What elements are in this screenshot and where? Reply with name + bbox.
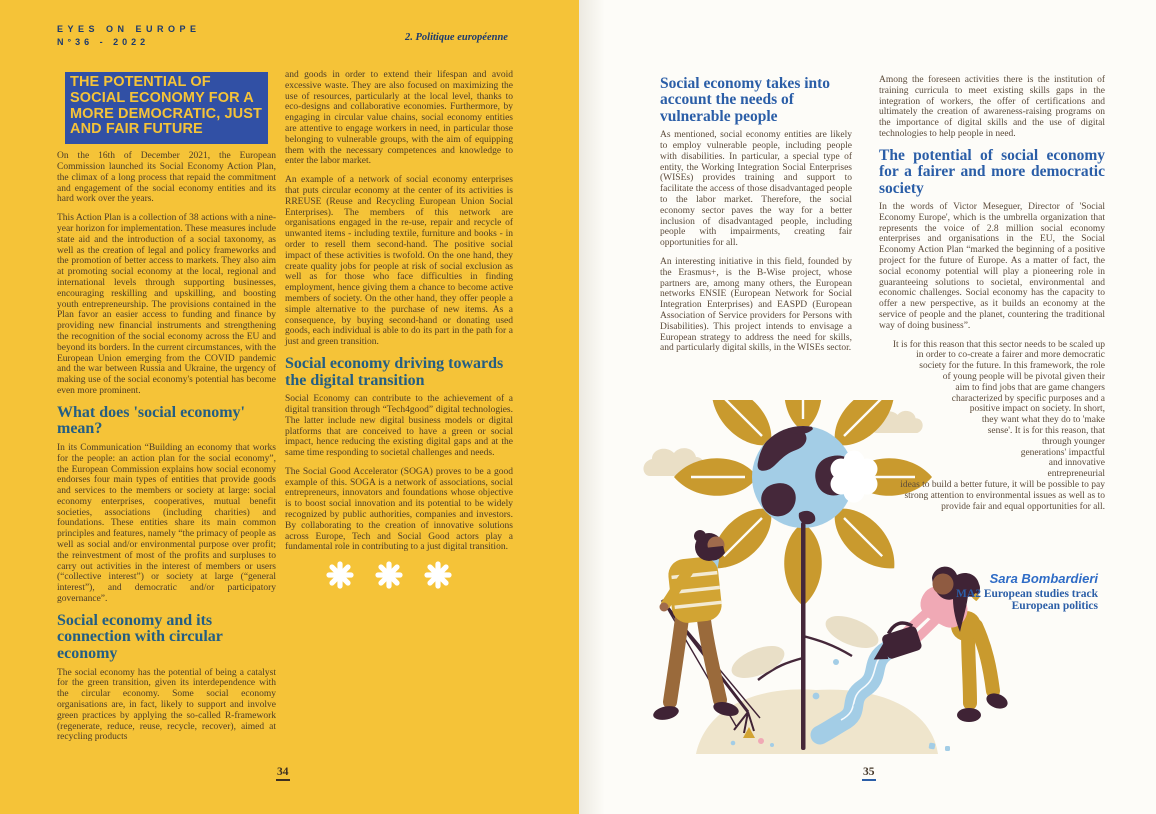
asterisk-divider bbox=[285, 561, 513, 589]
paragraph: The Social Good Accelerator (SOGA) proves to be a good example of this. SOGA is a network of associations, social entrepreneurs, innovators and foundations whose objective is to boost social innovation and its potential to be widely recognized by public authorities, companies and investors. By collaborating to the creation of innovative solutions across Europe, Tech and Social Good actors play a fundamental role in contributing to a just digital transition. bbox=[285, 466, 513, 553]
heading-fairer-society: The potential of social economy for a fairer and more democratic society bbox=[879, 146, 1105, 197]
magazine-title: EYES ON EUROPE bbox=[57, 24, 201, 34]
left-column-1 bbox=[57, 70, 276, 751]
magazine-issue: N°36 - 2022 bbox=[57, 37, 150, 47]
paragraph: This Action Plan is a collection of 38 actions with a nine-year horizon for implementation. These measures include state aid and the introduction of a social taxonomy, as well as the creation of legal and policy frameworks and the promotion of better access to markets. They also aim at promoting social economy at the local, regional and international levels through supporting businesses, encouraging reskilling and upskilling, and boosting youth entrepreneurship. The provisions contained in the Plan favor an easier access to funding and finance by providing new financial instruments and strengthening the recognition of the social economy across the EU and beyond its borders. In the current circumstances, with the European Union emerging from the COVID pandemic and the war between Russia and Ukraine, the urgency of making use of the social economy's potential has become even more prominent. bbox=[57, 213, 276, 396]
asterisk-icon bbox=[326, 561, 354, 589]
left-column-2 bbox=[285, 70, 513, 751]
author-role: MA2 European studies track European politics bbox=[956, 588, 1098, 612]
paragraph: On the 16th of December 2021, the European Commission launched its Social Economy Action Plan, the climax of a long process that repaid the commitment and engagement of the social economy entities and its hard work over the years. bbox=[57, 151, 276, 205]
author-name: Sara Bombardieri bbox=[989, 571, 1098, 586]
paragraph: In the words of Victor Meseguer, Director of 'Social Economy Europe', which is the umbrella organization that represents the voice of 2.8 million social economy enterprises and organisations in the EU, the Social Economy Action Plan “marked the beginning of a positive project for the future of Europe. As a matter of fact, the social economy potential will play a pioneering role in guaranteeing solutions to societal, environmental and economic challenges. Social economy has the capacity to offer a new perspective, as it builds an economy at the service of people and the planet, countering the traditional way of doing business”. bbox=[879, 202, 1105, 331]
article-title: THE POTENTIAL OF SOCIAL ECONOMY FOR A MORE DEMOCRATIC, JUST AND FAIR FUTURE bbox=[65, 72, 268, 144]
heading-digital-transition: Social economy driving towards the digital transition bbox=[285, 354, 504, 389]
paragraph: It is for this reason that this sector needs to be scaled up in order to co-create a fairer and more democratic society for the future. In this framework, the role of young people will be pivotal given their aim to find jobs that are game changers characterized by specific purposes and a positive impact on society. In short, they want what they do to 'make sense'. It is for this reason, that through younger generations' impactful and innovative entrepreneurial ideas to build a better future, it will be possible to pay strong attention to environmental issues as well as to provide fair and equal opportunities for all. bbox=[892, 339, 1105, 512]
paragraph: An example of a network of social economy enterprises that puts circular economy at the center of its activities is RREUSE (Reuse and Recycling European Union Social Enterprises). The members of this network are organisations engaged in the re-use, repair and recycle of unwanted items - including textile, furniture and books - in order to resell them second-hand. The positive social impact of these activities is twofold. On the one hand, they create quality jobs for people at risk of social exclusion as well as for those who face difficulties in finding employment, hence giving them a chance to become active members of society. On the other hand, they offer people a simple alternative to the purchase of new items. As a consequence, by buying second-hand or donating used goods, each individual is able to do its part in the path for a just and green transition. bbox=[285, 175, 513, 348]
wrapped-paragraph bbox=[879, 340, 1105, 513]
paragraph: In its Communication “Building an economy that works for the people: an action plan for the social economy”, the European Commission explains how social economy endorses four main types of entities that provide goods and services to the members or society at large: social economy enterprises, cooperatives, mutual benefit societies, associations (including charities) and foundations. These entities share its main common principles and features, namely “the primacy of people as well as social and/or environmental purpose over profit; the reinvestment of most of the profits and surpluses to carry out activities in the interest of members or users (“collective interest”) or society at large (“general interest”), and democratic and/or participatory governance”. bbox=[57, 442, 276, 605]
author-block bbox=[938, 572, 1098, 613]
asterisk-icon bbox=[375, 561, 403, 589]
page-number-right: 35 bbox=[862, 766, 876, 781]
paragraph: Social Economy can contribute to the achievement of a digital transition through “Tech4good” digital technologies. The latter include new digital business models or digital platforms that are conceived to have a green or social impact, hence reducing the existing digital gaps and at the same time responding to societal challenges and needs. bbox=[285, 394, 513, 459]
asterisk-icon bbox=[424, 561, 452, 589]
paragraph: Among the foreseen activities there is the institution of training curricula to meet existing skills gaps in the integration of workers, the offer of certifications and ultimately the creation of awareness-raising programs on the importance of digital skills and the use of digital technologies to help people in need. bbox=[879, 75, 1105, 139]
paragraph: The social economy has the potential of being a catalyst for the green transition, given its interdependence with the circular economy. Some social economy organisations are, in fact, likely to support and involve green practices by applying the so-called R-framework (regenerate, reduce, reuse, recycle, recover), aimed at recycling products bbox=[57, 667, 276, 743]
paragraph: and goods in order to extend their lifespan and avoid excessive waste. They are also focused on maximizing the use of resources, particularly at the local level, thanks to eco-designs and collaborative economies. Furthermore, by engaging in circular value chains, social economy entities are attentive to engage workers in need, in particular those belonging to vulnerable groups, with the aim of equipping them with the necessary competences and knowledge to enter the labor market. bbox=[285, 70, 513, 167]
heading-social-economy-meaning: What does 'social economy' mean? bbox=[57, 403, 245, 438]
page-number-left: 34 bbox=[276, 766, 290, 781]
right-page-columns bbox=[660, 75, 1108, 520]
right-column-2 bbox=[879, 75, 1105, 520]
section-label: 2. Politique européenne bbox=[405, 32, 508, 43]
heading-vulnerable-people: Social economy takes into account the needs of vulnerable people bbox=[660, 75, 831, 125]
heading-circular-economy: Social economy and its connection with circular economy bbox=[57, 611, 223, 663]
right-page bbox=[579, 0, 1156, 814]
paragraph: As mentioned, social economy entities are likely to employ vulnerable people, including people with disabilities. In particular, a special type of entity, the Working Integration Social Enterprises (WISEs) provides training and support to facilitate the access of those disadvantaged people to the labor market. Therefore, the social economy sector paves the way for a better inclusion of disadvantaged people, including people with impairments, creating fair opportunities for all. bbox=[660, 130, 852, 249]
left-page-columns bbox=[57, 70, 513, 751]
paragraph: An interesting initiative in this field, founded by the Erasmus+, is the B-Wise project, whose partners are, among many others, the European networks ENSIE (European Network for Social Integration Enterprises) and EASPD (European Association of Service providers for Persons with Disabilities). This project intends to envisage a European strategy to address the need for skills, and particularly digital skills, in the WISEs sector. bbox=[660, 256, 852, 354]
right-column-1 bbox=[660, 75, 852, 520]
